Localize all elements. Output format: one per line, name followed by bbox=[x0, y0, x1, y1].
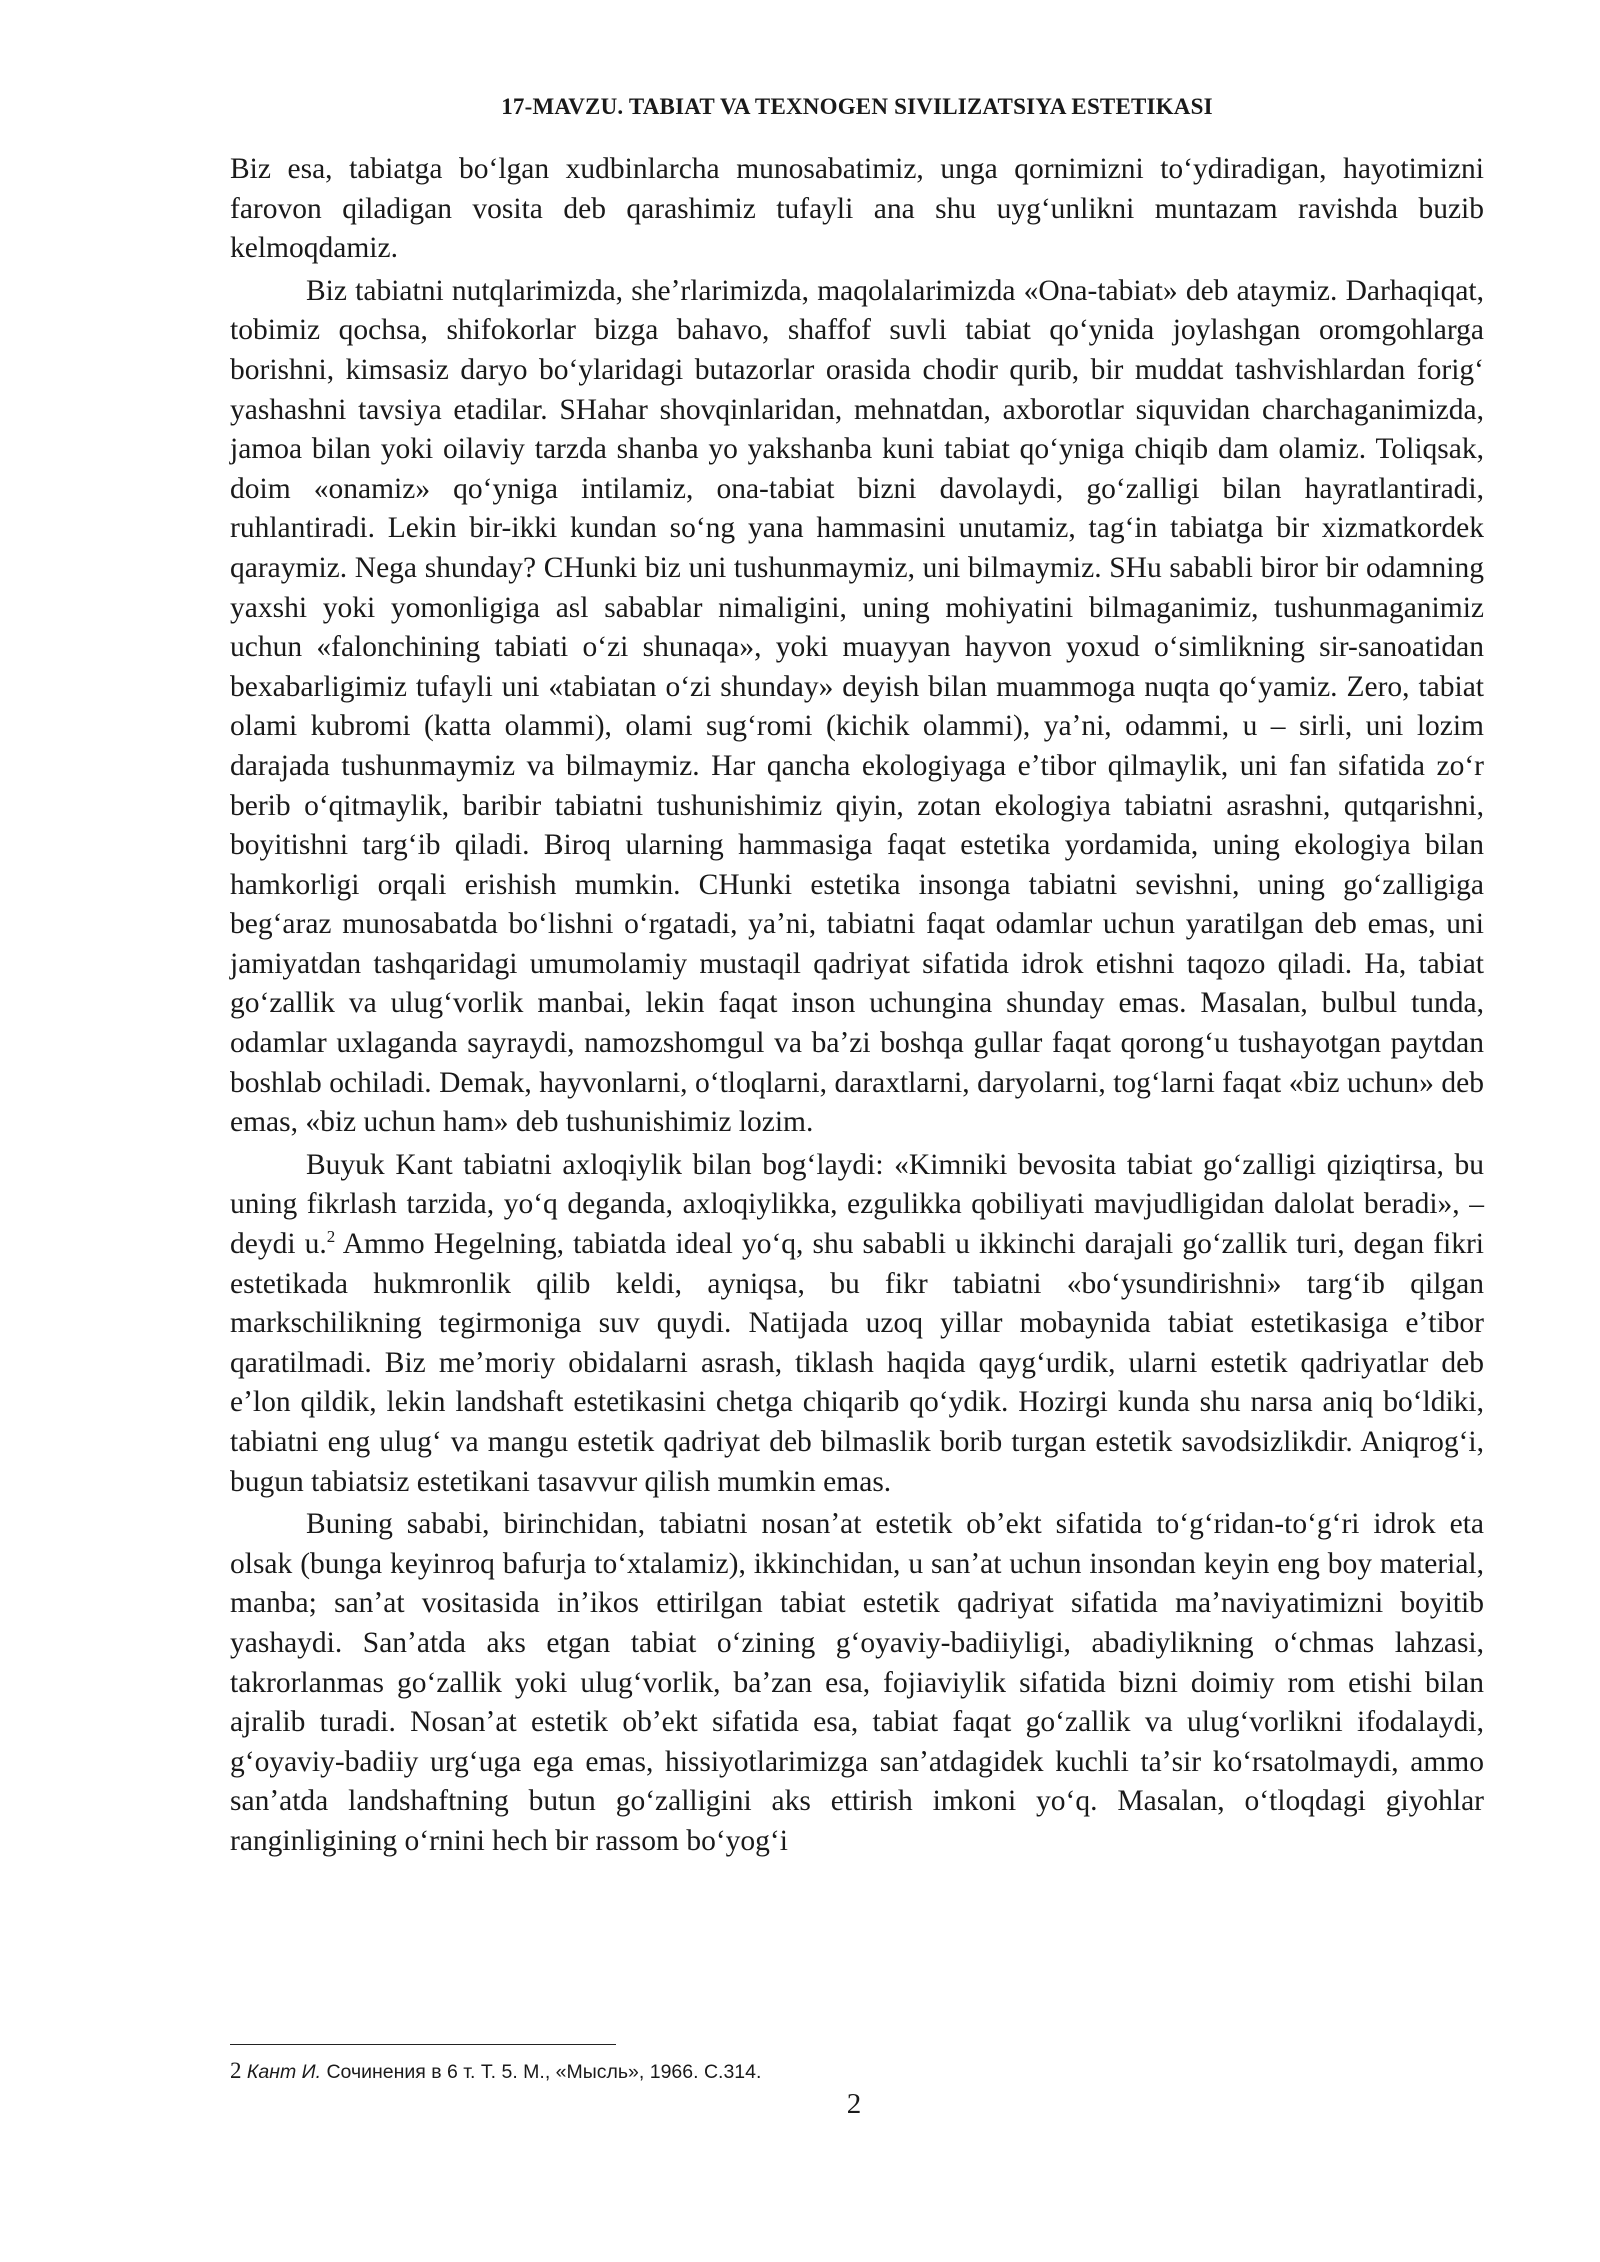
paragraph-3-text-after: Ammo Hegelning, tabiatda ideal yoʻq, shu sababli u ikkinchi darajali goʻzallik turi, degan fikri estetikada hukmronlik qilib keldi, ayniqsa, bu fikr tabiatni «boʻysundirishni» targʻib qilgan markschilikning tegirmoniga suv quydi. Natijada uzoq yillar mobaynida tabiat estetikasiga eʼtibor qaratilmadi. Biz meʼmoriy obidalarni asrash, tiklash haqida qaygʻurdik, ularni estetik qadriyatlar deb eʼlon qildik, lekin landshaft estetikasini chetga chiqarib qoʻydik. Hozirgi kunda shu narsa aniq boʻldiki, tabiatni eng ulugʻ va mangu estetik qadriyat deb bilmaslik borib turgan estetik savodsizlikdir. Aniqrogʻi, bugun tabiatsiz estetikani tasavvur qilish mumkin emas. bbox=[230, 1228, 1484, 1498]
page-number: 2 bbox=[846, 2088, 862, 2120]
paragraph-4: Buning sababi, birinchidan, tabiatni nosanʼat estetik obʼekt sifatida toʻgʻridan-toʻgʻri idrok eta olsak (bunga keyinroq bafurja toʻxtalamiz), ikkinchidan, u sanʼat uchun insondan keyin eng boy material, manba; sanʼat vositasida inʼikos ettirilgan tabiat estetik qadriyat sifatida maʼnaviyatimizni boyitib yashaydi. Sanʼatda aks etgan tabiat oʻzining gʻoyaviy-badiiyligi, abadiylikning oʻchmas lahzasi, takrorlanmas goʻzallik yoki ulugʻvorlik, baʼzan esa, fojiaviylik sifatida bizni doimiy rom etishi bilan ajralib turadi. Nosanʼat estetik obʼekt sifatida esa, tabiat faqat goʻzallik va ulugʻvorlikni ifodalaydi, gʻoyaviy-badiiy urgʻuga ega emas, hissiyotlarimizga sanʼatdagidek kuchli taʼsir koʻrsatolmaydi, ammo sanʼatda landshaftning butun goʻzalligini aks ettirish imkoni yoʻq. Masalan, oʻtloqdagi giyohlar ranginligining oʻrnini hech bir rassom boʻyogʻi bbox=[230, 1508, 1484, 1857]
paragraph-3-text-before: Buyuk Kant tabiatni axloqiylik bilan bogʻlaydi: «Kimniki bevosita tabiat goʻzalligi qiziqtirsa, bu uning fikrlash tarzida, yoʻq deganda, axloqiylikka, ezgulikka qobiliyati mavjudligidan dalolat beradi», – deydi u. bbox=[230, 1148, 1484, 1261]
footnote-author: Кант И. bbox=[246, 2061, 322, 2083]
body-text bbox=[230, 150, 1484, 1865]
footnote-number: 2 bbox=[230, 2058, 242, 2083]
footnote-separator bbox=[230, 2044, 616, 2045]
paragraph-3 bbox=[230, 1146, 1484, 1502]
footnote-reference[interactable]: 2 bbox=[326, 1227, 336, 1247]
paragraph-2: Biz tabiatni nutqlarimizda, sheʼrlarimizda, maqolalarimizda «Ona-tabiat» deb ataymiz. Darhaqiqat, tobimiz qochsa, shifokorlar bizga bahavo, shaffof suvli tabiat qoʻynida joylashgan oromgohlarga borishni, kimsasiz daryo boʻylaridagi butazorlar orasida chodir qurib, bir muddat tashvishlardan forigʻ yashashni tavsiya etadilar. SHahar shovqinlaridan, mehnatdan, axborotlar siquvidan charchaganimizda, jamoa bilan yoki oilaviy tarzda shanba yo yakshanba kuni tabiat qoʻyniga chiqib dam olamiz. Toliqsak, doim «onamiz» qoʻyniga intilamiz, ona-tabiat bizni davolaydi, goʻzalligi bilan hayratlantiradi, ruhlantiradi. Lekin bir-ikki kundan soʻng yana hammasini unutamiz, tagʻin tabiatga bir xizmatkordek qaraymiz. Nega shunday? CHunki biz uni tushunmaymiz, uni bilmaymiz. SHu sababli biror bir odamning yaxshi yoki yomonligiga asl sabablar nimaligini, uning mohiyatini bilmaganimiz, tushunmaganimiz uchun «falonchining tabiati oʻzi shunaqa», yoki muayyan hayvon yoxud oʻsimlikning sir-sanoatidan bexabarligimiz tufayli uni «tabiatan oʻzi shunday» deyish bilan muammoga nuqta qoʻyamiz. Zero, tabiat olami kubromi (katta olammi), olami sugʻromi (kichik olammi), yaʼni, odammi, u – sirli, uni lozim darajada tushunmaymiz va bilmaymiz. Har qancha ekologiyaga eʼtibor qilmaylik, uni fan sifatida zoʻr berib oʻqitmaylik, baribir tabiatni tushunishimiz qiyin, zotan ekologiya tabiatni asrashni, qutqarishni, boyitishni targʻib qiladi. Biroq ularning hammasiga faqat estetika yordamida, uning ekologiya bilan hamkorligi orqali erishish mumkin. CHunki estetika insonga tabiatni sevishni, uning goʻzalligiga begʻaraz munosabatda boʻlishni oʻrgatadi, yaʼni, tabiatni faqat odamlar uchun yaratilgan deb emas, uni jamiyatdan tashqaridagi umumolamiy mustaqil qadriyat sifatida idrok etishni taqozo qiladi. Ha, tabiat goʻzallik va ulugʻvorlik manbai, lekin faqat inson uchungina shunday emas. Masalan, bulbul tunda, odamlar uxlaganda sayraydi, namozshomgul va baʼzi boshqa gullar faqat qorongʻu tushayotgan paytdan boshlab ochiladi. Demak, hayvonlarni, oʻtloqlarni, daraxtlarni, daryolarni, togʻlarni faqat «biz uchun» deb emas, «biz uchun ham» deb tushunishimiz lozim. bbox=[230, 274, 1484, 1139]
chapter-header: 17-MAVZU. TABIAT VA TEXNOGEN SIVILIZATSIYA ESTETIKASI bbox=[501, 94, 1213, 119]
footnote-text: Сочинения в 6 т. Т. 5. М., «Мысль», 1966. С.314. bbox=[321, 2061, 762, 2083]
paragraph-1: Biz esa, tabiatga boʻlgan xudbinlarcha munosabatimiz, unga qornimizni toʻydiradigan, hayotimizni farovon qiladigan vosita deb qarashimiz tufayli ana shu uygʻunlikni muntazam ravishda buzib kelmoqdamiz. bbox=[230, 153, 1484, 265]
footnote bbox=[230, 2058, 1484, 2085]
